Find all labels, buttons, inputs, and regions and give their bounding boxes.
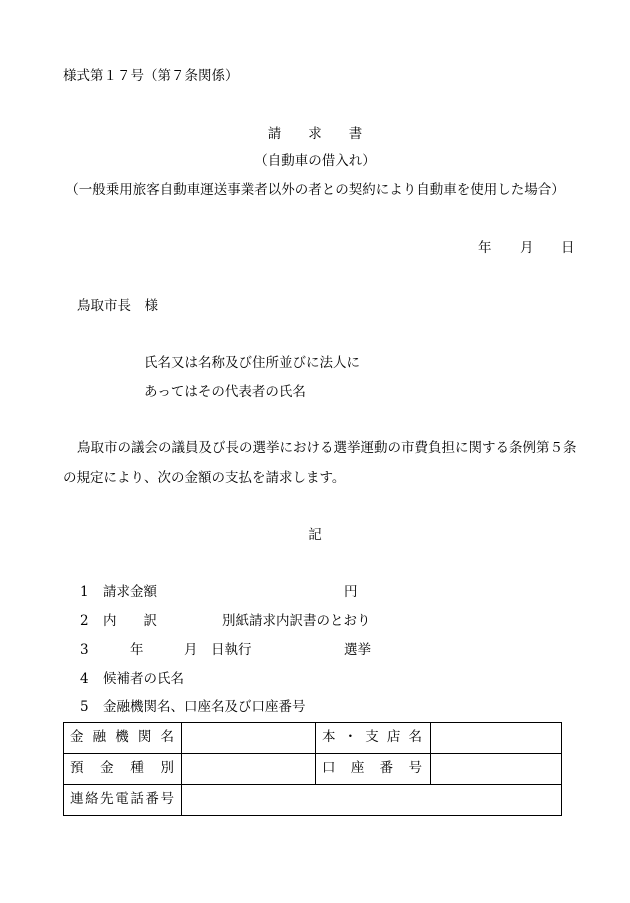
branch-name-field[interactable]: [431, 723, 562, 754]
item-2-number: 2: [80, 613, 89, 629]
item-5-number: 5: [80, 699, 89, 715]
contact-phone-field[interactable]: [182, 785, 562, 816]
document-title: 請 求 書: [267, 126, 363, 142]
applicant-line-2: あってはその代表者の氏名: [144, 384, 306, 400]
item-1-label: 請求金額: [103, 584, 157, 600]
item-3-day-exec-label: 日執行: [211, 642, 252, 658]
ki-heading: 記: [308, 527, 322, 543]
item-1-number: 1: [80, 584, 89, 600]
deposit-type-label: 預 金 種 別: [64, 754, 182, 785]
bank-name-field[interactable]: [182, 723, 316, 754]
item-3-year-label: 年: [130, 642, 144, 658]
item-3-election-label: 選挙: [344, 642, 371, 658]
date-day-label: 日: [561, 240, 575, 256]
document-subtitle-note: （一般乗用旅客自動車運送事業者以外の者との契約により自動車を使用した場合）: [65, 182, 565, 198]
item-4-label: 候補者の氏名: [103, 671, 184, 687]
date-month-label: 月: [520, 240, 534, 256]
applicant-line-1: 氏名又は名称及び住所並びに法人に: [144, 355, 360, 371]
branch-name-label: 本 ・ 支 店 名: [316, 723, 431, 754]
table-row: [64, 754, 562, 785]
item-5-label: 金融機関名、口座名及び口座番号: [103, 699, 306, 715]
item-1-yen-unit: 円: [344, 584, 358, 600]
table-row: [64, 723, 562, 754]
item-3-number: 3: [80, 642, 89, 658]
body-line-2: の規定により、次の金額の支払を請求します。: [63, 470, 346, 486]
form-number: 様式第１７号（第７条関係）: [63, 68, 239, 84]
item-3-month-label: 月: [184, 642, 198, 658]
bank-name-label: 金 融 機 関 名: [64, 723, 182, 754]
item-4-number: 4: [80, 671, 89, 687]
addressee: 鳥取市長 様: [77, 298, 158, 314]
document-subtitle: （自動車の借入れ）: [254, 153, 376, 169]
item-2-label: 内 訳: [103, 613, 157, 629]
bank-info-table: [63, 722, 562, 816]
contact-phone-label: 連 絡 先 電 話 番 号: [64, 785, 182, 816]
item-2-value: 別紙請求内訳書のとおり: [222, 613, 371, 629]
table-row: [64, 785, 562, 816]
date-year-label: 年: [478, 240, 492, 256]
account-number-field[interactable]: [431, 754, 562, 785]
body-line-1: 鳥取市の議会の議員及び長の選挙における選挙運動の市費負担に関する条例第５条: [77, 440, 577, 456]
account-number-label: 口 座 番 号: [316, 754, 431, 785]
deposit-type-field[interactable]: [182, 754, 316, 785]
